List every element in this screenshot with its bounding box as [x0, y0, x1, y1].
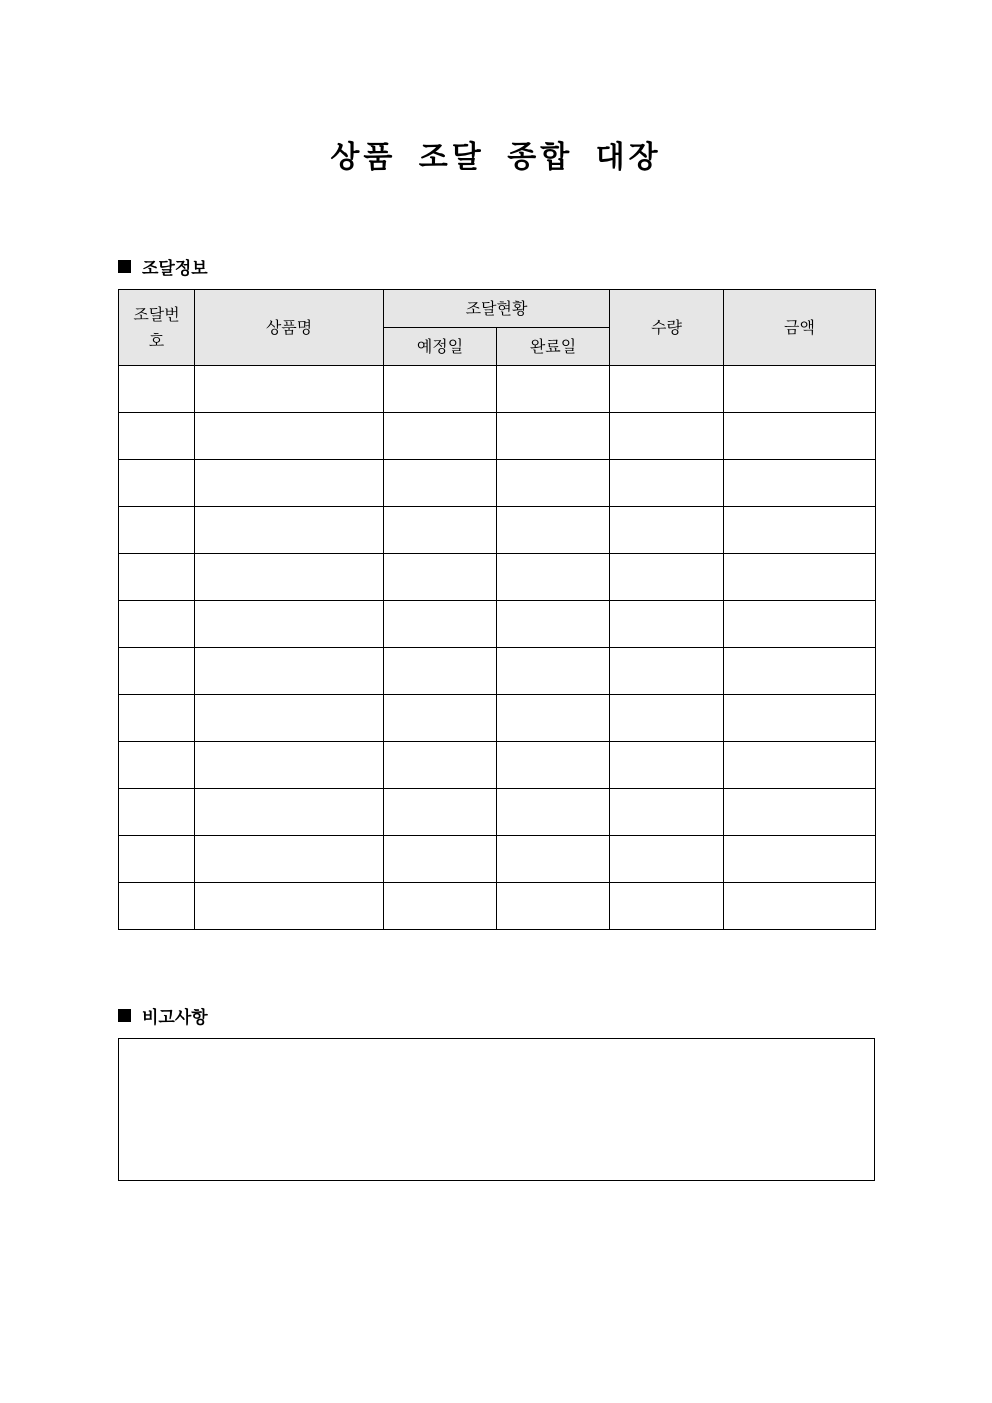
cell-planned-date[interactable]: [384, 695, 497, 742]
cell-completed-date[interactable]: [497, 460, 610, 507]
cell-completed-date[interactable]: [497, 648, 610, 695]
cell-quantity[interactable]: [610, 413, 724, 460]
table-row: [119, 554, 876, 601]
cell-completed-date[interactable]: [497, 366, 610, 413]
cell-procurement-number[interactable]: [119, 789, 195, 836]
cell-completed-date[interactable]: [497, 836, 610, 883]
cell-amount[interactable]: [724, 507, 876, 554]
cell-product-name[interactable]: [195, 789, 384, 836]
cell-procurement-number[interactable]: [119, 883, 195, 930]
cell-planned-date[interactable]: [384, 883, 497, 930]
cell-quantity[interactable]: [610, 695, 724, 742]
table-row: [119, 460, 876, 507]
cell-quantity[interactable]: [610, 554, 724, 601]
cell-completed-date[interactable]: [497, 789, 610, 836]
table-row: [119, 836, 876, 883]
header-product-name: 상품명: [195, 290, 384, 366]
cell-amount[interactable]: [724, 366, 876, 413]
cell-quantity[interactable]: [610, 366, 724, 413]
table-row: [119, 695, 876, 742]
cell-product-name[interactable]: [195, 883, 384, 930]
header-amount: 금액: [724, 290, 876, 366]
cell-amount[interactable]: [724, 789, 876, 836]
cell-product-name[interactable]: [195, 460, 384, 507]
cell-planned-date[interactable]: [384, 366, 497, 413]
cell-planned-date[interactable]: [384, 413, 497, 460]
table-row: [119, 413, 876, 460]
cell-completed-date[interactable]: [497, 413, 610, 460]
procurement-table: [118, 289, 876, 930]
cell-product-name[interactable]: [195, 366, 384, 413]
cell-planned-date[interactable]: [384, 742, 497, 789]
cell-procurement-number[interactable]: [119, 366, 195, 413]
cell-completed-date[interactable]: [497, 601, 610, 648]
cell-quantity[interactable]: [610, 601, 724, 648]
cell-amount[interactable]: [724, 460, 876, 507]
cell-completed-date[interactable]: [497, 554, 610, 601]
square-bullet-icon: [118, 260, 131, 273]
section-heading-remarks: [118, 1003, 208, 1028]
cell-procurement-number[interactable]: [119, 413, 195, 460]
cell-quantity[interactable]: [610, 460, 724, 507]
cell-planned-date[interactable]: [384, 601, 497, 648]
cell-product-name[interactable]: [195, 648, 384, 695]
table-row: [119, 648, 876, 695]
square-bullet-icon: [118, 1009, 131, 1022]
cell-procurement-number[interactable]: [119, 695, 195, 742]
cell-quantity[interactable]: [610, 648, 724, 695]
header-planned-date: 예정일: [384, 328, 497, 366]
cell-planned-date[interactable]: [384, 836, 497, 883]
cell-planned-date[interactable]: [384, 460, 497, 507]
remarks-box[interactable]: [118, 1038, 875, 1181]
cell-procurement-number[interactable]: [119, 601, 195, 648]
cell-completed-date[interactable]: [497, 883, 610, 930]
page-title: 상품 조달 종합 대장: [330, 140, 662, 175]
cell-completed-date[interactable]: [497, 695, 610, 742]
cell-product-name[interactable]: [195, 413, 384, 460]
table-row: [119, 366, 876, 413]
cell-procurement-number[interactable]: [119, 648, 195, 695]
cell-quantity[interactable]: [610, 742, 724, 789]
table-row: [119, 883, 876, 930]
cell-amount[interactable]: [724, 413, 876, 460]
header-quantity: 수량: [610, 290, 724, 366]
cell-quantity[interactable]: [610, 836, 724, 883]
cell-completed-date[interactable]: [497, 507, 610, 554]
cell-product-name[interactable]: [195, 742, 384, 789]
cell-planned-date[interactable]: [384, 648, 497, 695]
cell-procurement-number[interactable]: [119, 836, 195, 883]
header-completed-date: 완료일: [497, 328, 610, 366]
cell-procurement-number[interactable]: [119, 507, 195, 554]
cell-procurement-number[interactable]: [119, 742, 195, 789]
table-row: [119, 789, 876, 836]
cell-product-name[interactable]: [195, 507, 384, 554]
section-heading-label: 비고사항: [142, 1008, 208, 1028]
cell-product-name[interactable]: [195, 601, 384, 648]
table-row: [119, 507, 876, 554]
header-procurement-status: 조달현황: [384, 290, 610, 328]
cell-completed-date[interactable]: [497, 742, 610, 789]
cell-planned-date[interactable]: [384, 789, 497, 836]
cell-product-name[interactable]: [195, 695, 384, 742]
cell-procurement-number[interactable]: [119, 554, 195, 601]
header-procurement-number: 조달번호: [119, 290, 195, 366]
cell-planned-date[interactable]: [384, 507, 497, 554]
section-heading-label: 조달정보: [142, 259, 208, 279]
cell-amount[interactable]: [724, 742, 876, 789]
cell-amount[interactable]: [724, 554, 876, 601]
cell-quantity[interactable]: [610, 789, 724, 836]
cell-product-name[interactable]: [195, 836, 384, 883]
cell-amount[interactable]: [724, 601, 876, 648]
table-row: [119, 742, 876, 789]
cell-amount[interactable]: [724, 836, 876, 883]
table-row: [119, 601, 876, 648]
cell-amount[interactable]: [724, 883, 876, 930]
cell-quantity[interactable]: [610, 883, 724, 930]
section-heading-procurement-info: [118, 254, 208, 279]
cell-amount[interactable]: [724, 648, 876, 695]
cell-planned-date[interactable]: [384, 554, 497, 601]
cell-amount[interactable]: [724, 695, 876, 742]
cell-product-name[interactable]: [195, 554, 384, 601]
cell-quantity[interactable]: [610, 507, 724, 554]
cell-procurement-number[interactable]: [119, 460, 195, 507]
